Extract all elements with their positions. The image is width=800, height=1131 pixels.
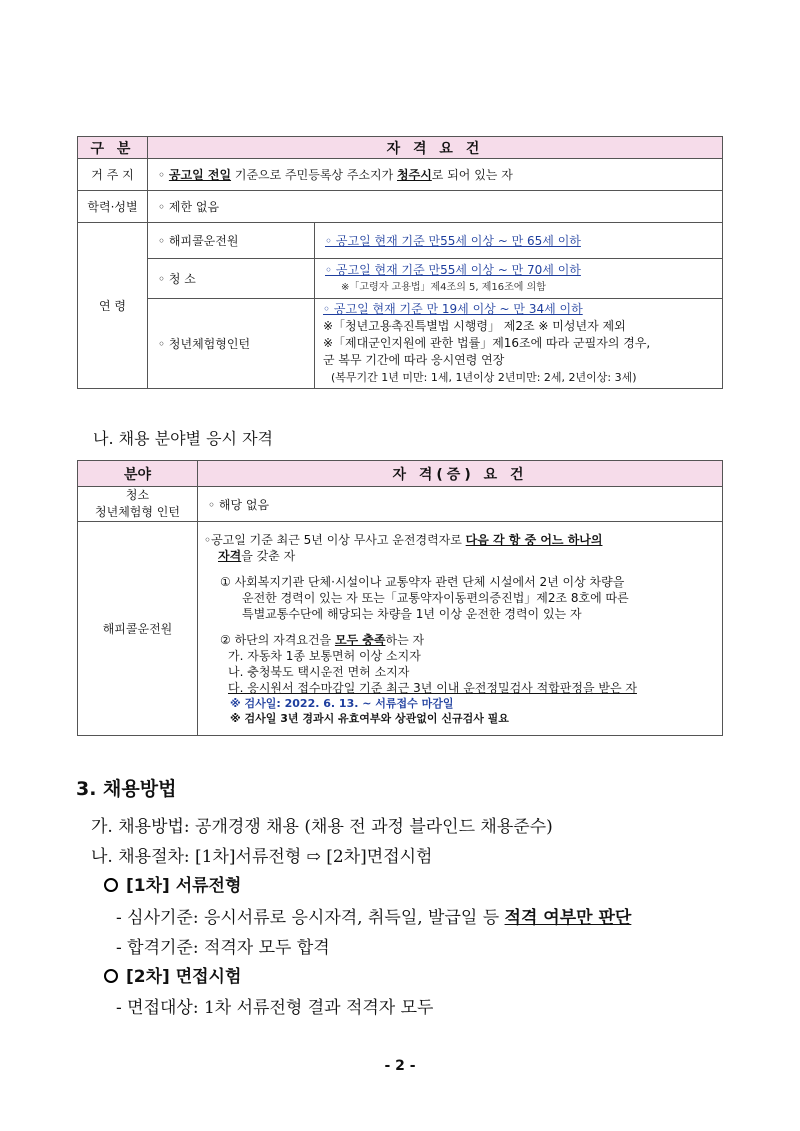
circle-bullet-icon	[104, 969, 118, 983]
hiring-method: 가. 채용방법: 공개경쟁 채용 (채용 전 과정 블라인드 채용준수)	[91, 817, 553, 837]
age-category-cleaning: ◦ 청 소	[148, 259, 315, 299]
table-header-requirements: 자 격 요 건	[148, 137, 723, 159]
age-category-happycall: ◦ 해피콜운전원	[148, 223, 315, 259]
qualification-table	[77, 460, 723, 736]
table2-header-requirements: 자 격(증) 요 건	[198, 461, 723, 487]
section-title: 3. 채용방법	[76, 778, 177, 800]
row-label-residence: 거 주 지	[78, 159, 148, 191]
hiring-procedure: 나. 채용절차: [1차]서류전형 ⇨ [2차]면접시험	[91, 847, 433, 867]
page-number: - 2 -	[384, 1058, 416, 1074]
subsection-heading: 나. 채용 분야별 응시 자격	[93, 429, 273, 448]
row-label-happycall: 해피콜운전원	[78, 522, 198, 736]
stage1-heading: [1차] 서류전형	[104, 871, 241, 896]
stage1-criteria: - 심사기준: 응시서류로 응시자격, 취득일, 발급일 등 적격 여부만 판단	[116, 908, 632, 928]
row-label-education: 학력·성별	[78, 191, 148, 223]
stage2-heading: [2차] 면접시험	[104, 962, 241, 987]
age-range-cleaning: ◦ 공고일 현재 기준 만55세 이상 ~ 만 70세 이하 ※「고령자 고용법」제4조의 5, 제16조에 의함	[315, 259, 723, 299]
cleaning-intern-requirement: ◦ 해당 없음	[198, 487, 723, 522]
age-range-happycall: ◦ 공고일 현재 기준 만55세 이상 ~ 만 65세 이하	[315, 223, 723, 259]
stage2-target: - 면접대상: 1차 서류전형 결과 적격자 모두	[116, 998, 434, 1018]
stage1-pass-criteria: - 합격기준: 적격자 모두 합격	[116, 938, 330, 958]
age-range-intern: ◦ 공고일 현재 기준 만 19세 이상 ~ 만 34세 이하 ※「청년고용촉진특별법 시행령」 제2조 ※ 미성년자 제외 ※「제대군인지원에 관한 법률」제16조에 따라 군필자의 경우, 군 복무 기간에 따라 응시연령 연장 (복무기간 1년 미만: 1세, 1년이상 2년미만: 2세, 2년이상: 3세)	[315, 299, 723, 389]
table-header-category: 구 분	[78, 137, 148, 159]
residence-requirement: ◦ 공고일 전일 기준으로 주민등록상 주소지가 청주시로 되어 있는 자	[148, 159, 723, 191]
circle-bullet-icon	[104, 878, 118, 892]
row-label-age: 연 령	[78, 223, 148, 389]
eligibility-table	[77, 136, 723, 389]
age-category-intern: ◦ 청년체험형인턴	[148, 299, 315, 389]
happycall-requirement: ◦공고일 기준 최근 5년 이상 무사고 운전경력자로 다음 각 항 중 어느 하나의 자격을 갖춘 자 ① 사회복지기관 단체·시설이나 교통약자 관련 단체 시설에서 2년 이상 차량을 운전한 경력이 있는 자 또는「교통약자이동편의증진법」제2조 8호에 따른 특별교통수단에 해당되는 차량을 1년 이상 운전한 경력이 있는 자 ② 하단의 자격요건을 모두 충족하는 자 가. 자동차 1종 보통면허 이상 소지자 나. 충청북도 택시운전 면허 소지자 다. 응시원서 접수마감일 기준 최근 3년 이내 운전정밀검사 적합판정을 받은 자 ※ 검사일: 2022. 6. 13. ~ 서류접수 마감일 ※ 검사일 3년 경과시 유효여부와 상관없이 신규검사 필요	[198, 522, 723, 736]
row-label-cleaning-intern: 청소 청년체험형 인턴	[78, 487, 198, 522]
table2-header-field: 분야	[78, 461, 198, 487]
education-requirement: ◦ 제한 없음	[148, 191, 723, 223]
